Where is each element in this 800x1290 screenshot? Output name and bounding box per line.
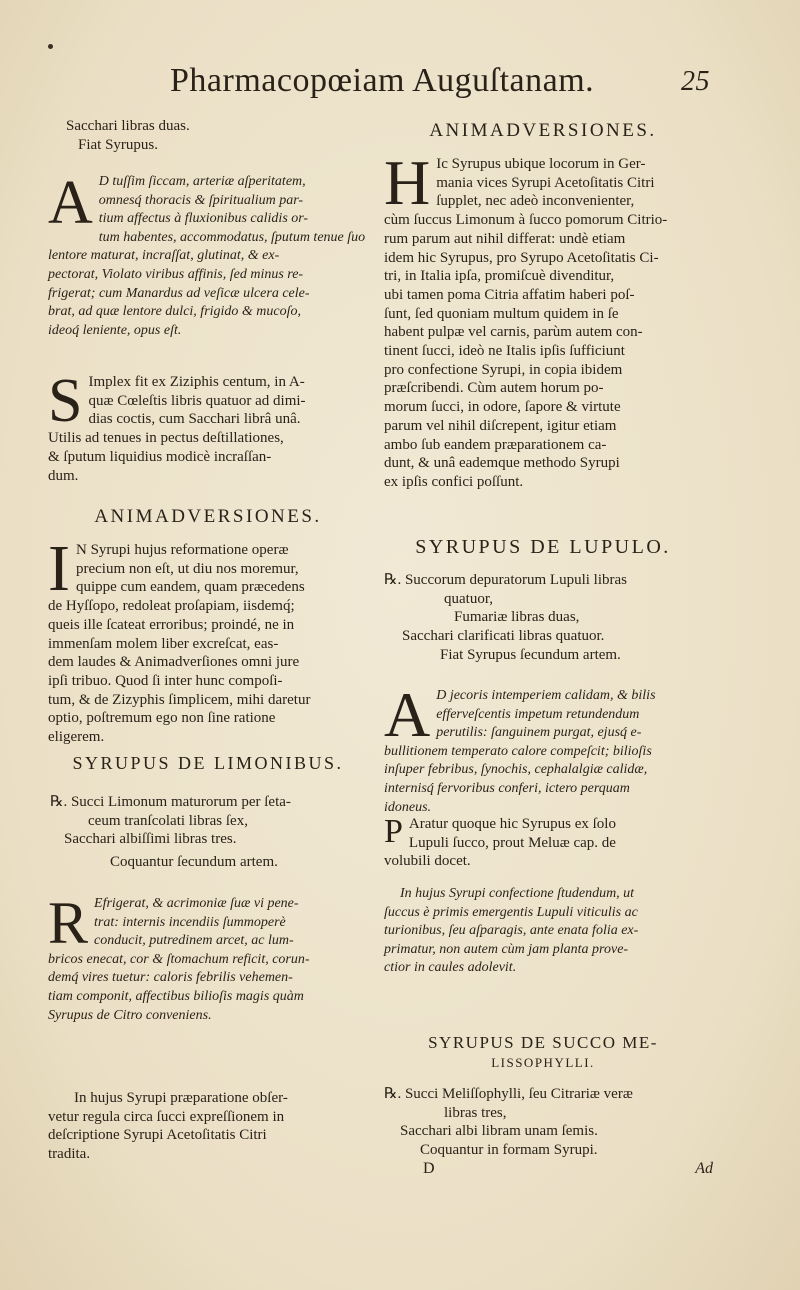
text-line: Efrigerat, & acrimoniæ ſuæ vi pene- xyxy=(94,896,299,911)
paragraph-paratur xyxy=(384,815,702,871)
text-line: pectorat, Violato viribus affinis, ſed minus re- xyxy=(48,266,304,282)
text-line: efferveſcentis impetum retundendum xyxy=(436,706,640,722)
section-heading: ANIMADVERSIONES. xyxy=(94,506,322,527)
heading-line: LISSOPHYLLI. xyxy=(491,1055,595,1070)
text-line: parum vel nihil diſcrepent, igitur etiam xyxy=(384,417,617,434)
text-line: mania vices Syrupi Acetoſitatis Citri xyxy=(436,174,655,191)
text-line: deſcriptione Syrupi Acetoſitatis Citri xyxy=(48,1127,267,1144)
section-heading: ANIMADVERSIONES. xyxy=(429,120,657,141)
text-line: bricos enecat, cor & ſtomachum reficit, corun- xyxy=(48,951,310,967)
heading-line: SYRUPUS DE SUCCO ME- xyxy=(428,1033,658,1052)
drop-cap: S xyxy=(48,367,83,435)
text-line: tium affectus à fluxionibus calidis or- xyxy=(98,211,309,227)
section-heading: SYRUPUS DE LUPULO. xyxy=(415,536,671,558)
text-line: Lupuli ſucco, prout Meluæ cap. de xyxy=(408,834,616,851)
text-line: morum ſucci, in odore, ſapore & virtute xyxy=(384,399,621,416)
text-line: & ſputum liquidius modicè incraſſan- xyxy=(48,448,272,465)
text-line: N Syrupi hujus reformatione operæ xyxy=(75,542,289,558)
text-line: vetur regula circa ſucci expreſſionem in xyxy=(48,1108,285,1125)
text-line: D jecoris intemperiem calidam, & bilis xyxy=(436,688,656,703)
text-line: ℞. Succi Meliſſophylli, ſeu Citrariæ veræ xyxy=(384,1086,633,1102)
drop-cap: H xyxy=(384,147,431,218)
text-line: frigerat; cum Manardus ad veſicæ ulcera cele- xyxy=(48,285,310,301)
text-line: ctior in caules adolevit. xyxy=(384,960,517,976)
text-line: Fumariæ libras duas, xyxy=(454,609,580,626)
running-title: Pharmacopœiam Auguſtanam. xyxy=(170,62,595,99)
section-heading: SYRUPUS DE LIMONIBUS. xyxy=(72,753,344,773)
text-line: demq́ vires tuetur: caloris febrilis vehemen- xyxy=(48,970,293,986)
drop-cap: R xyxy=(48,890,89,956)
recipe-limonum xyxy=(48,793,368,872)
text-line: Coquantur in formam Syrupi. xyxy=(420,1142,598,1159)
text-line: dum. xyxy=(48,467,79,484)
text-line: omnesq́ thoracis & ſpiritualium par- xyxy=(98,192,304,208)
text-line: In hujus Syrupi confectione ſtudendum, ut xyxy=(400,886,635,901)
text-line: Fiat Syrupus ſecundum artem. xyxy=(440,646,621,663)
text-line: eligerem. xyxy=(48,729,105,746)
text-line: Sacchari clarificati libras quatuor. xyxy=(402,628,605,645)
text-line: queis ille ſcateat erroribus; proindé, ne in xyxy=(48,616,295,633)
text-line: præſcribendi. Cùm autem horum po- xyxy=(384,380,604,397)
text-line: habent pulpæ vel carnis, parùm autem con- xyxy=(384,324,643,341)
text-line: idem hic Syrupus, pro Syrupo Acetoſitatis Ci- xyxy=(384,249,659,266)
text-line: tri, in Italia ipſa, promiſcuè divenditur, xyxy=(384,268,615,285)
text-line: Coquantur ſecundum artem. xyxy=(110,854,278,871)
text-line: Fiat Syrupus. xyxy=(78,136,159,153)
drop-cap: A xyxy=(384,679,431,750)
text-line: inſuper febribus, ſynochis, cephalalgiæ calidæ, xyxy=(384,762,648,778)
text-line: D tuſſim ſiccam, arteriæ aſperitatem, xyxy=(98,174,306,189)
text-line: volubili docet. xyxy=(384,853,471,870)
text-line: Utilis ad tenues in pectus deſtillationes, xyxy=(48,430,284,447)
text-line: libras tres, xyxy=(444,1104,507,1121)
text-line: brat, ad quæ lentore dulci, frigido & mucoſo, xyxy=(48,304,302,320)
text-line: ℞. Succorum depuratorum Lupuli libras xyxy=(384,572,627,588)
text-line: ipſi tribuo. Quod ſi inter hunc compoſi- xyxy=(48,672,283,689)
text-line: de Hyſſopo, redoleat proſapiam, iisdemq́; xyxy=(48,598,295,615)
text-line: pro confectione Syrupi, in copia ibidem xyxy=(384,361,623,378)
text-line: Sacchari libras duas. xyxy=(66,118,190,134)
text-line: quatuor, xyxy=(444,590,493,607)
text-line: perutilis: ſanguinem purgat, ejusq́ e- xyxy=(436,725,642,741)
paragraph-refrigerat xyxy=(48,890,368,1025)
drop-cap: I xyxy=(48,532,70,605)
signature-mark: D xyxy=(423,1160,435,1177)
drop-cap: A xyxy=(48,169,93,237)
text-line: bullitionem temperato calore compeſcit; bilioſis xyxy=(384,743,652,759)
text-line: ceum tranſcolati libras ſex, xyxy=(88,812,248,829)
text-line: Aratur quoque hic Syrupus ex ſolo xyxy=(408,816,616,832)
paragraph-virtues xyxy=(48,169,368,340)
paragraph-praeparatione xyxy=(48,1089,368,1164)
paragraph-animadversiones xyxy=(48,532,368,747)
recipe-lupuli xyxy=(384,571,702,665)
paragraph-confectione xyxy=(384,885,702,978)
running-header xyxy=(170,62,710,110)
text-line: lentore maturat, incraſſat, glutinat, & ex- xyxy=(48,248,280,264)
text-line: Implex fit ex Ziziphis centum, in A- xyxy=(88,374,305,390)
text-line: tum habentes, accommodatus, ſputum tenue ſuo xyxy=(98,229,366,245)
text-line: precium non eſt, ut diu nos moremur, xyxy=(75,560,299,577)
text-line: tinent ſucci, ideò ne Italis ipſis ſufficiunt xyxy=(384,343,625,360)
text-line: trat: internis incendiis ſummoperè xyxy=(94,914,286,930)
text-line: ſupplet, nec adeò inconvenienter, xyxy=(436,193,635,210)
text-line: ideoq́ leniente, opus eſt. xyxy=(48,322,182,338)
section-heading xyxy=(384,1031,702,1071)
text-line: tiam componit, affectibus bilioſis magis quàm xyxy=(48,988,304,1004)
text-line: tum, & de Zizyphis ſimplicem, mihi daretur xyxy=(48,691,311,708)
text-line: Syrupus de Citro conveniens. xyxy=(48,1007,212,1023)
text-line: turionibus, ſeu aſparagis, ante enata folia ex- xyxy=(384,923,639,939)
text-line: tradita. xyxy=(48,1146,91,1163)
text-line: Sacchari albiſſimi libras tres. xyxy=(64,831,237,848)
text-line: ſuccus è primis emergentis Lupuli viticulis ac xyxy=(384,904,638,920)
text-line: quippe cum eandem, quam præcedens xyxy=(75,579,305,596)
text-line: Ic Syrupus ubique locorum in Ger- xyxy=(436,156,646,172)
paragraph-hic-syrupus xyxy=(384,147,702,492)
recipe-end xyxy=(48,117,368,154)
text-line: dunt, & unâ eademque methodo Syrupi xyxy=(384,455,620,472)
drop-cap: P xyxy=(384,813,403,850)
text-line: ambo ſub eandem præparationem ca- xyxy=(384,436,607,453)
recipe-melissophylli xyxy=(384,1085,702,1160)
text-line: dias coctis, cum Sacchari librâ unâ. xyxy=(88,411,301,428)
ink-dot xyxy=(48,44,53,49)
text-line: Sacchari albi libram unam ſemis. xyxy=(400,1123,598,1140)
text-line: internisq́ fervoribus conferi, ictero perquam xyxy=(384,780,630,796)
text-line: In hujus Syrupi præparatione obſer- xyxy=(74,1090,288,1106)
text-line: ſunt, ſed quoniam multum quidem in ſe xyxy=(384,305,619,322)
text-line: primatur, non autem cùm jam planta prove- xyxy=(384,941,629,957)
text-line: ex ipſis confici poſſunt. xyxy=(384,473,524,490)
text-line: rum parum aut nihil differat: undè etiam xyxy=(384,230,626,247)
text-line: conducit, putredinem arcet, ac lum- xyxy=(94,933,294,949)
text-line: dem laudes & Animadverſiones omni jure xyxy=(48,654,300,671)
catchword: Ad xyxy=(695,1160,713,1177)
text-line: idoneus. xyxy=(384,799,432,815)
text-line: ubi tamen poma Citria affatim haberi poſ- xyxy=(384,286,635,303)
text-line: quæ Cœleſtis libris quatuor ad dimi- xyxy=(88,392,306,409)
text-line: cùm ſuccus Limonum à ſucco pomorum Citrio- xyxy=(384,212,668,229)
page-number: 25 xyxy=(681,66,710,97)
paragraph-simplex xyxy=(48,367,368,485)
text-line: immenſam molem liber excreſcat, eas- xyxy=(48,635,279,652)
text-line: optio, poſtremum ego non ſine ratione xyxy=(48,710,276,727)
paragraph-jecoris xyxy=(384,679,702,817)
text-line: ℞. Succi Limonum maturorum per ſeta- xyxy=(50,794,291,810)
